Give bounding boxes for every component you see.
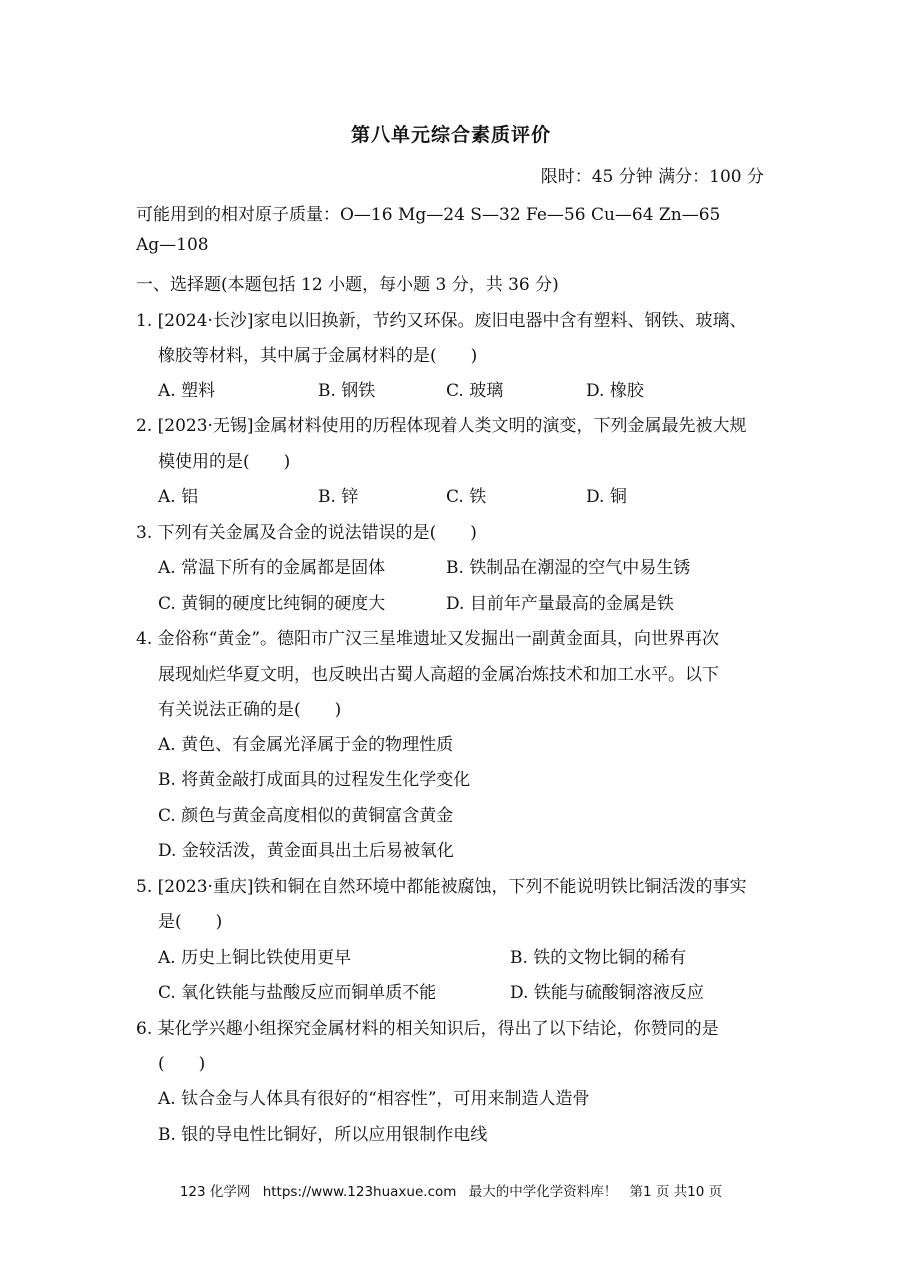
footer-slogan: 最大的中学化学资料库！ bbox=[468, 1184, 618, 1200]
q5-option-d: D. 铁能与硫酸铜溶液反应 bbox=[510, 983, 704, 1003]
q5-option-b: B. 铁的文物比铜的稀有 bbox=[510, 948, 687, 968]
question-2-stem: 2. [2023·无锡]金属材料使用的历程体现着人类文明的演变，下列金属最先被大规 bbox=[136, 416, 747, 436]
q3-option-c: C. 黄铜的硬度比纯铜的硬度大 bbox=[158, 594, 386, 614]
q6-option-a: A. 钛合金与人体具有很好的“相容性”，可用来制造人造骨 bbox=[158, 1089, 590, 1109]
q3-option-a: A. 常温下所有的金属都是固体 bbox=[158, 558, 386, 578]
q4-option-c: C. 颜色与黄金高度相似的黄铜富含黄金 bbox=[158, 806, 454, 826]
question-2-stem-cont: 模使用的是( ) bbox=[158, 452, 291, 472]
q4-option-a: A. 黄色、有金属光泽属于金的物理性质 bbox=[158, 735, 454, 755]
question-5-stem: 5. [2023·重庆]铁和铜在自然环境中都能被腐蚀，下列不能说明铁比铜活泼的事实 bbox=[136, 877, 747, 897]
q2-option-d: D. 铜 bbox=[586, 487, 627, 507]
atomic-masses-line-2: Ag—108 bbox=[136, 235, 209, 255]
q5-option-c: C. 氧化铁能与盐酸反应而铜单质不能 bbox=[158, 983, 437, 1003]
q1-option-a: A. 塑料 bbox=[158, 381, 216, 401]
footer-site-name: 123 化学网 bbox=[179, 1184, 251, 1200]
time-limit: 限时：45 分钟 满分：100 分 bbox=[540, 167, 764, 187]
q4-option-b: B. 将黄金敲打成面具的过程发生化学变化 bbox=[158, 770, 471, 790]
question-1-stem: 1. [2024·长沙]家电以旧换新，节约又环保。废旧电器中含有塑料、钢铁、玻璃、 bbox=[136, 311, 747, 331]
atomic-masses-line-1: 可能用到的相对原子质量：O—16 Mg—24 S—32 Fe—56 Cu—64 Zn—65 bbox=[136, 205, 721, 225]
q1-option-d: D. 橡胶 bbox=[586, 381, 644, 401]
q1-option-c: C. 玻璃 bbox=[446, 381, 504, 401]
question-5-stem-cont: 是( ) bbox=[158, 912, 223, 932]
page-title: 第八单元综合素质评价 bbox=[350, 124, 551, 146]
footer-url-link[interactable]: https://www.123huaxue.com bbox=[262, 1184, 457, 1200]
page-footer bbox=[0, 1180, 902, 1200]
question-6-stem-cont: ( ) bbox=[158, 1054, 206, 1074]
q4-option-d: D. 金较活泼，黄金面具出土后易被氧化 bbox=[158, 841, 454, 861]
q6-option-b: B. 银的导电性比铜好，所以应用银制作电线 bbox=[158, 1125, 488, 1145]
q5-option-a: A. 历史上铜比铁使用更早 bbox=[158, 948, 352, 968]
q2-option-b: B. 锌 bbox=[318, 487, 359, 507]
q2-option-c: C. 铁 bbox=[446, 487, 487, 507]
footer-page-number: 第1 页 共10 页 bbox=[629, 1184, 723, 1200]
question-6-stem: 6. 某化学兴趣小组探究金属材料的相关知识后，得出了以下结论，你赞同的是 bbox=[136, 1019, 719, 1039]
q3-option-d: D. 目前年产量最高的金属是铁 bbox=[446, 594, 674, 614]
question-4-stem-cont: 展现灿烂华夏文明，也反映出古蜀人高超的金属冶炼技术和加工水平。以下 bbox=[158, 665, 719, 685]
question-1-stem-cont: 橡胶等材料，其中属于金属材料的是( ) bbox=[158, 346, 478, 366]
q3-option-b: B. 铁制品在潮湿的空气中易生锈 bbox=[446, 558, 691, 578]
section-heading: 一、选择题(本题包括 12 小题，每小题 3 分，共 36 分) bbox=[136, 275, 559, 295]
q1-option-b: B. 钢铁 bbox=[318, 381, 376, 401]
q2-option-a: A. 铝 bbox=[158, 487, 199, 507]
question-4-stem-cont-2: 有关说法正确的是( ) bbox=[158, 700, 342, 720]
question-4-stem: 4. 金俗称“黄金”。德阳市广汉三星堆遗址又发掘出一副黄金面具，向世界再次 bbox=[136, 629, 720, 649]
question-3-stem: 3. 下列有关金属及合金的说法错误的是( ) bbox=[136, 523, 477, 543]
